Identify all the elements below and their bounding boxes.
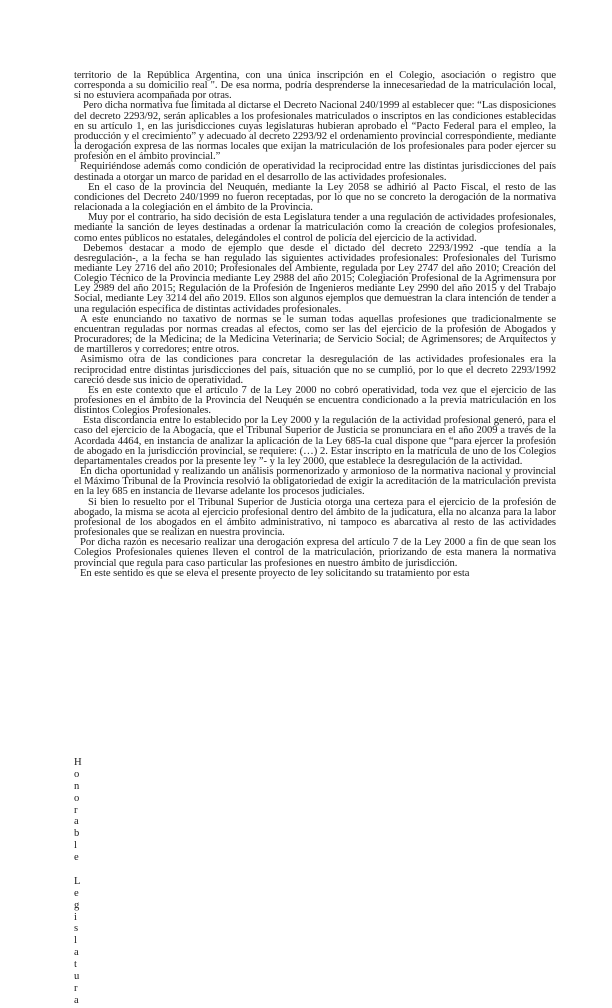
vertical-letter: e bbox=[74, 852, 79, 864]
paragraph: A este enunciando no taxativo de normas se le suman todas aquellas profesiones que tradicionalmente se encuentran reguladas por normas creadas al efectos, como ser las del ejercicio de la profesión de Abogados y Procuradores; de la Medicina; de la Medicina Veterinaria; de Servicio Social; de Agrimensores; de Arquitectos y de martilleros y corredores; entre otros. bbox=[74, 313, 556, 356]
vertical-letter: o bbox=[74, 792, 80, 804]
vertical-letter: s bbox=[74, 923, 79, 935]
vertical-letter: l bbox=[74, 840, 77, 852]
vertical-letter: H bbox=[74, 757, 82, 768]
paragraph: En el caso de la provincia del Neuquén, mediante la Ley 2058 se adhirió al Pacto Fiscal, el resto de las condiciones del Decreto 240/1999 no fueron receptadas, por lo que no se concreto la derogación de la normativa relacionada a la colegiación en el ámbito de la Provincia. bbox=[74, 181, 556, 214]
vertical-letter: r bbox=[74, 804, 78, 816]
vertical-letter: e bbox=[74, 887, 79, 899]
paragraph: En este sentido es que se eleva el presente proyecto de ley solicitando su tratamiento por esta bbox=[80, 567, 470, 579]
vertical-letter: a bbox=[74, 947, 79, 959]
paragraph: Esta discordancia entre lo establecido por la Ley 2000 y la regulación de la actividad profesional generó, para el caso del ejercicio de la Abogacía, que el Tribunal Superior de Justicia se pronunciara en el año 2009 a través de la Acordada 4464, en instancia de analizar la aplicación de la Ley 685-la cual dispone que “para ejercer la profesión de abogado en la jurisdicción provincial, se requiere: (…) 2. Estar inscripto en la matrícula de uno de los Colegios departamentales creados por la presente ley ”- y la ley 2000, que establece la desregulación de la actividad. bbox=[74, 415, 556, 467]
vertical-letter: a bbox=[74, 816, 79, 828]
vertical-letter: i bbox=[74, 911, 77, 923]
paragraph: Si bien lo resuelto por el Tribunal Superior de Justicia otorga una certeza para el ejercicio de la profesión de abogado, la misma se acota al ejercicio profesional dentro del ámbito de la judicatura, ella no alcanza para la labor profesional de los abogados en el ámbito administrativo, ni tampoco es abarcativa al resto de las actividades profesionales que se realizan en nuestra provincia. bbox=[74, 496, 556, 539]
vertical-letter: a bbox=[74, 994, 79, 1006]
vertical-letter: g bbox=[74, 899, 80, 911]
vertical-text-column bbox=[74, 757, 86, 1007]
vertical-letter: t bbox=[74, 959, 77, 971]
document-body bbox=[74, 71, 556, 579]
paragraph: Pero dicha normativa fue limitada al dictarse el Decreto Nacional 240/1999 al establecer que: “Las disposiciones del decreto 2293/92, serán aplicables a los profesionales matriculados o inscriptos en las condiciones establecidas en su artículo 1, en las jurisdicciones cuyas legislaturas hubieran aprobado el “Pacto Federal para el empleo, la producción y el crecimiento” y adecuado al decreto 2293/92 el ordenamiento provincial correspondiente, mediante la derogación expresa de las normas locales que exijan la matriculación de los profesionales para poder ejercer su profesión en el ámbito provincial.” bbox=[74, 100, 557, 163]
vertical-letter: L bbox=[74, 875, 81, 887]
paragraph: Muy por el contrario, ha sido decisión de esta Legislatura tender a una regulación de actividades profesionales, mediante la sanción de leyes destinadas a ordenar la matriculación como la creación de colegios profesionales, como entes públicos no estatales, delegándoles el control de policía del ejercicio de la actividad. bbox=[74, 212, 556, 244]
paragraph: En dicha oportunidad y realizando un análisis pormenorizado y armonioso de la normativa nacional y provincial el Máximo Tribunal de la Provincia resolvió la obligatoriedad de exigir la acreditación de la matriculación prevista en la ley 685 en instancia de llevarse adelante los procesos judiciales. bbox=[74, 466, 556, 498]
paragraph: Requiriéndose además como condición de operatividad la reciprocidad entre las distintas jurisdicciones del país destinada a otorgar un marco de paridad en el desarrollo de las actividades profesionales. bbox=[74, 161, 556, 183]
vertical-letter bbox=[74, 864, 86, 876]
vertical-letter: n bbox=[74, 780, 80, 792]
vertical-letter: l bbox=[74, 935, 77, 947]
vertical-letter: r bbox=[74, 982, 78, 994]
vertical-letter: b bbox=[74, 828, 80, 840]
paragraph: Asimismo otra de las condiciones para concretar la desregulación de las actividades profesionales era la reciprocidad entre distintas jurisdicciones del país, situación que no se cumplió, por lo que el decreto 2293/1992 careció desde sus inicio de operatividad. bbox=[74, 354, 556, 386]
paragraph: Es en este contexto que el artículo 7 de la Ley 2000 no cobró operatividad, toda vez que el ejercicio de las profesiones en el ámbito de la Provincia del Neuquén se encuentra condicionado a la previa matriculación en los distintos Colegios Profesionales. bbox=[74, 384, 556, 417]
paragraph: territorio de la República Argentina, con una única inscripción en el Colegio, asociación o registro que corresponda a su domicilio real ". De esa norma, podría desprenderse la innecesariedad de la matriculación local, si no estuviera acompañada por otras. bbox=[74, 70, 556, 102]
paragraph: Por dicha razón es necesario realizar una derogación expresa del artículo 7 de la Ley 2000 a fin de que sean los Colegios Profesionales quienes lleven el control de la matriculación, priorizando de esta manera la normativa provincial que regula para caso particular las profesiones en nuestro ámbito de jurisdicción. bbox=[74, 537, 556, 569]
paragraph: Debemos destacar a modo de ejemplo que desde el dictado del decreto 2293/1992 -que tendía a la desregulación-, a la fecha se han regulado las siguientes actividades profesionales: Profesionales del Turismo mediante Ley 2716 del año 2010; Profesionales del Ambiente, regulada por Ley 2747 del año 2010; Creación del Colegio Técnico de la Provincia mediante Ley 2988 del año 2015; Colegiación Profesional de la Agrimensura por Ley 2989 del año 2015; Regulación de la Profesión de Ingenieros mediante Ley 2990 del año 2015 y del Trabajo Social, mediante Ley 3214 del año 2019. Ellos son algunos ejemplos que demuestran la clara intención de tender a una regulación específica de distintas actividades profesionales. bbox=[74, 242, 556, 315]
vertical-letter: o bbox=[74, 768, 80, 780]
vertical-letter: u bbox=[74, 971, 80, 983]
